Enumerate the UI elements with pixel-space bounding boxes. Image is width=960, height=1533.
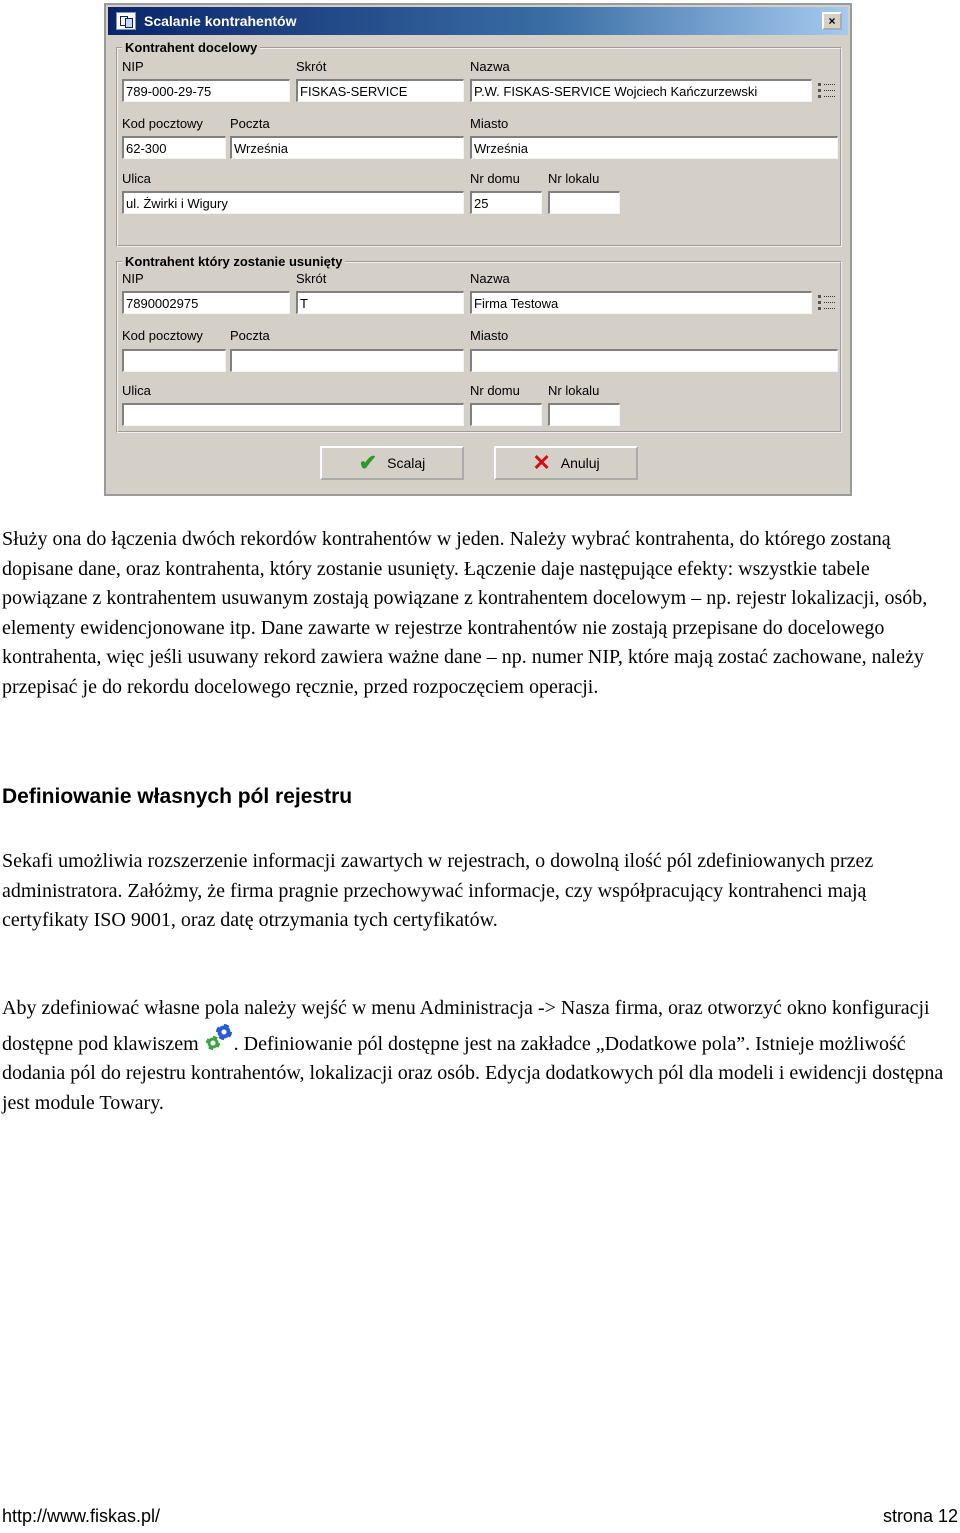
target-contractor-group — [116, 40, 842, 247]
target-kod-field[interactable] — [122, 136, 226, 159]
removed-kod-label: Kod pocztowy — [122, 328, 203, 343]
dialog-title: Scalanie kontrahentów — [144, 13, 297, 29]
howto-text-start: Aby zdefiniować własne pola należy wejść w menu Administracja -> Nasza firma, oraz otworzyć okno konfiguracji dostępne pod klawiszem — [2, 997, 930, 1055]
paragraph-merge-description: Służy ona do łączenia dwóch rekordów kontrahentów w jeden. Należy wybrać kontrahenta, do którego zostaną dopisane dane, oraz kontrahenta, który zostanie usunięty. Łączenie daje następujące efekty: wszystkie tabele powiązane z kontrahentem usuwanym zostają powiązane z kontrahentem docelowym – np. rejestr lokalizacji, osób, elementy ewidencjonowane itp. Dane zawarte w rejestrze kontrahentów nie zostają przepisane do docelowego kontrahenta, więc jeśli usuwany rekord zawiera ważne dane – np. numer NIP, które mają zostać zachowane, należy przepisać je do rekordu docelowego ręcznie, przed rozpoczęciem operacji. — [2, 528, 928, 698]
paragraph-custom-fields-intro: Sekafi umożliwia rozszerzenie informacji zawartych w rejestrach, o dowolną ilość pól zdefiniowanych przez administratora. Załóżmy, że firma pragnie przechowywać informacje, czy współpracujący kontrahenci mają certyfikaty ISO 9001, oraz datę otrzymania tych certyfikatów. — [2, 850, 874, 931]
target-miasto-label: Miasto — [470, 116, 509, 131]
target-ulica-label: Ulica — [122, 171, 151, 186]
target-nr-lokalu-label: Nr lokalu — [548, 171, 600, 186]
removed-list-icon[interactable] — [816, 292, 838, 314]
removed-skrot-field[interactable] — [296, 291, 464, 314]
removed-poczta-field[interactable] — [230, 349, 464, 372]
target-nip-field[interactable] — [122, 79, 290, 102]
target-nr-lokalu-field[interactable] — [548, 191, 620, 214]
dialog-titlebar — [108, 7, 848, 35]
target-list-icon[interactable] — [816, 80, 838, 102]
removed-skrot-label: Skrót — [296, 271, 327, 286]
target-poczta-field[interactable] — [230, 136, 464, 159]
howto-text-end: . Definiowanie pól dostępne jest na zakładce „Dodatkowe pola”. Istnieje możliwość dodania pól do rejestru kontrahentów, lokalizacji oraz osób. Edycja dodatkowych pól dla modeli i ewidencji dostępna jest module Towary. — [2, 1032, 944, 1114]
removed-nip-field[interactable] — [122, 291, 290, 314]
section-heading: Definiowanie własnych pól rejestru — [2, 785, 353, 808]
paragraph-custom-fields-howto — [2, 994, 958, 1118]
target-skrot-field[interactable] — [296, 79, 464, 102]
footer-url[interactable]: http://www.fiskas.pl/ — [2, 1506, 161, 1526]
removed-ulica-field[interactable] — [122, 403, 464, 426]
removed-miasto-label: Miasto — [470, 328, 509, 343]
target-miasto-field[interactable] — [470, 136, 838, 159]
target-ulica-field[interactable] — [122, 191, 464, 214]
removed-nip-label: NIP — [122, 271, 144, 286]
target-nazwa-field[interactable] — [470, 79, 812, 102]
removed-miasto-field[interactable] — [470, 349, 838, 372]
cancel-button[interactable] — [494, 446, 638, 480]
target-kod-label: Kod pocztowy — [122, 116, 203, 131]
removed-nr-lokalu-field[interactable] — [548, 403, 620, 426]
target-nr-domu-field[interactable] — [470, 191, 542, 214]
cancel-button-label: Anuluj — [560, 455, 600, 471]
removed-nazwa-label: Nazwa — [470, 271, 510, 286]
removed-nazwa-field[interactable] — [470, 291, 812, 314]
removed-nr-lokalu-label: Nr lokalu — [548, 383, 600, 398]
checkmark-icon: ✔ — [358, 450, 378, 475]
removed-poczta-label: Poczta — [230, 328, 270, 343]
window-icon — [116, 12, 136, 30]
close-button[interactable]: × — [822, 12, 842, 30]
removed-contractor-group — [116, 254, 842, 433]
removed-group-title: Kontrahent który zostanie usunięty — [122, 254, 345, 269]
merge-button[interactable] — [320, 446, 464, 480]
footer-page-number: strona 12 — [882, 1506, 958, 1526]
target-nip-label: NIP — [122, 59, 144, 74]
target-nazwa-label: Nazwa — [470, 59, 510, 74]
target-nr-domu-label: Nr domu — [470, 171, 520, 186]
config-gears-icon — [204, 1024, 234, 1054]
cross-icon: ✕ — [532, 450, 551, 475]
removed-nr-domu-label: Nr domu — [470, 383, 520, 398]
target-skrot-label: Skrót — [296, 59, 327, 74]
merge-button-label: Scalaj — [387, 455, 426, 471]
target-group-title: Kontrahent docelowy — [122, 40, 260, 55]
removed-nr-domu-field[interactable] — [470, 403, 542, 426]
merge-contractors-dialog — [104, 3, 852, 496]
removed-ulica-label: Ulica — [122, 383, 151, 398]
target-poczta-label: Poczta — [230, 116, 270, 131]
removed-kod-field[interactable] — [122, 349, 226, 372]
